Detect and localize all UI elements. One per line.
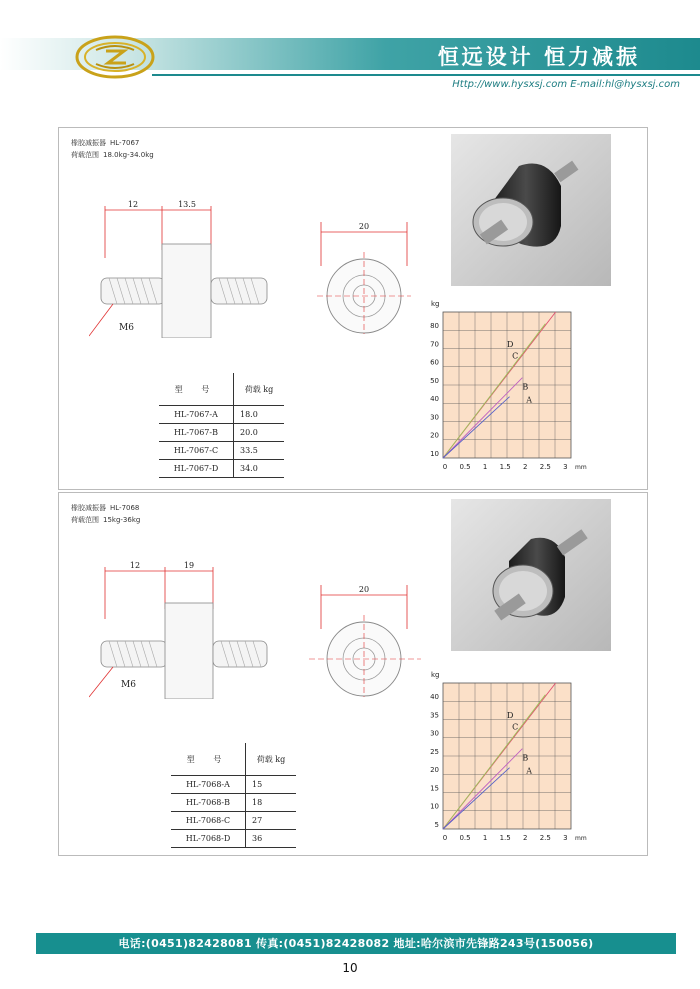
graph-curve-label: B	[522, 753, 529, 763]
load-cell: 15	[246, 776, 297, 794]
table-row	[159, 424, 284, 442]
table-row	[159, 460, 284, 478]
graph-xtick: 2.5	[539, 834, 551, 842]
header-model: 型 号	[171, 743, 246, 776]
dim-left: 12	[129, 561, 141, 570]
table-header-row	[171, 743, 296, 776]
model-cell: HL-7067-B	[159, 424, 234, 442]
dim-right: 13.5	[178, 200, 196, 209]
load-cell: 34.0	[234, 460, 285, 478]
graph-curve-label: A	[526, 766, 532, 776]
graph-ytick: 40	[430, 395, 439, 403]
graph-curve-label: C	[512, 722, 519, 732]
graph-xtick: 1.5	[499, 463, 511, 471]
load-cell: 33.5	[234, 442, 285, 460]
graph-xlabel: mm	[575, 464, 587, 471]
graph-curve-label: D	[507, 711, 514, 721]
front-view-drawing	[309, 579, 429, 699]
product-panel-hl-7067	[58, 127, 648, 490]
product-photo	[451, 134, 611, 286]
graph-ytick: 40	[430, 693, 439, 701]
thread-label: M6	[119, 323, 134, 333]
model-cell: HL-7068-C	[171, 812, 246, 830]
graph-ytick: 50	[430, 376, 439, 385]
graph-ytick: 80	[430, 322, 439, 330]
front-view-drawing	[309, 216, 419, 336]
spec-table	[171, 743, 296, 848]
graph-xlabel: mm	[575, 835, 587, 842]
dim-right: 19	[183, 561, 195, 570]
load-range-line	[71, 515, 140, 525]
product-code: HL-7067	[110, 139, 140, 147]
graph-ytick: 25	[430, 747, 439, 756]
product-name: 橡胶减振器	[71, 139, 106, 147]
graph-ytick: 60	[430, 358, 439, 367]
graph-ytick: 70	[430, 340, 439, 349]
graph-curve-label: B	[522, 382, 529, 392]
graph-xtick: 0.5	[459, 834, 471, 842]
product-panel-hl-7068	[58, 492, 648, 856]
load-range-label: 荷载范围	[71, 516, 99, 524]
graph-curve-label: D	[507, 340, 514, 350]
model-cell: HL-7067-C	[159, 442, 234, 460]
graph-xtick: 0	[442, 834, 448, 842]
graph-ytick: 30	[430, 413, 439, 422]
header-rule	[152, 74, 700, 76]
graph-ytick: 10	[430, 449, 439, 458]
graph-xtick: 0	[442, 463, 448, 471]
graph-xtick: 2	[522, 463, 528, 471]
thread-label: M6	[121, 680, 136, 690]
header-model: 型 号	[159, 373, 234, 406]
table-row	[159, 442, 284, 460]
product-photo	[451, 499, 611, 651]
product-code: HL-7068	[110, 504, 140, 512]
dim-diameter: 20	[358, 222, 370, 231]
company-logo	[74, 34, 156, 80]
load-range-line	[71, 150, 154, 160]
graph-ytick: 10	[430, 802, 439, 811]
spec-table	[159, 373, 284, 478]
dim-diameter: 20	[358, 585, 370, 594]
graph-ytick: 20	[430, 766, 439, 774]
graph-xtick: 1	[482, 463, 488, 471]
load-range-label: 荷载范围	[71, 151, 99, 159]
load-deflection-graph	[417, 669, 589, 849]
graph-xtick: 3	[563, 463, 568, 471]
load-cell: 36	[246, 830, 297, 848]
table-header-row	[159, 373, 284, 406]
header-contact: Http://www.hysxsj.com E-mail:hl@hysxsj.com	[452, 79, 680, 90]
graph-ytick: 5	[434, 820, 439, 829]
load-cell: 18.0	[234, 406, 285, 424]
model-cell: HL-7068-A	[171, 776, 246, 794]
graph-xtick: 1.5	[499, 834, 511, 842]
dim-left: 12	[127, 200, 139, 209]
footer-contact-bar: 电话:(0451)82428081 传真:(0451)82428082 地址:哈尔滨市先锋路243号(150056)	[36, 933, 676, 954]
product-name: 橡胶减振器	[71, 504, 106, 512]
graph-xtick: 3	[563, 834, 568, 842]
graph-ytick: 35	[430, 711, 439, 720]
graph-xtick: 2	[522, 834, 528, 842]
graph-ytick: 20	[430, 431, 439, 440]
graph-xtick: 1	[482, 834, 488, 842]
model-cell: HL-7068-D	[171, 830, 246, 848]
load-range-value: 18.0kg-34.0kg	[103, 151, 154, 159]
header-load: 荷载 kg	[246, 743, 297, 776]
model-cell: HL-7067-D	[159, 460, 234, 478]
table-row	[171, 776, 296, 794]
model-cell: HL-7067-A	[159, 406, 234, 424]
table-row	[171, 794, 296, 812]
page-number: 10	[342, 961, 358, 975]
product-name-line	[71, 503, 139, 513]
product-name-line	[71, 138, 139, 148]
load-range-value: 15kg-36kg	[103, 516, 141, 524]
header-title: 恒远设计 恒力减振	[437, 45, 640, 69]
model-cell: HL-7068-B	[171, 794, 246, 812]
graph-curve-label: A	[526, 395, 532, 405]
side-view-drawing	[89, 559, 279, 699]
load-cell: 20.0	[234, 424, 285, 442]
table-row	[171, 812, 296, 830]
graph-ylabel: kg	[431, 671, 440, 679]
graph-ytick: 15	[430, 784, 439, 793]
graph-ytick: 30	[430, 729, 439, 738]
graph-ylabel: kg	[431, 300, 440, 308]
graph-xtick: 0.5	[459, 463, 471, 471]
graph-curve-label: C	[512, 351, 519, 361]
load-cell: 27	[246, 812, 297, 830]
side-view-drawing	[89, 198, 279, 338]
table-row	[159, 406, 284, 424]
table-row	[171, 830, 296, 848]
header-load: 荷载 kg	[234, 373, 285, 406]
graph-xtick: 2.5	[539, 463, 551, 471]
load-cell: 18	[246, 794, 297, 812]
load-deflection-graph	[417, 298, 589, 478]
